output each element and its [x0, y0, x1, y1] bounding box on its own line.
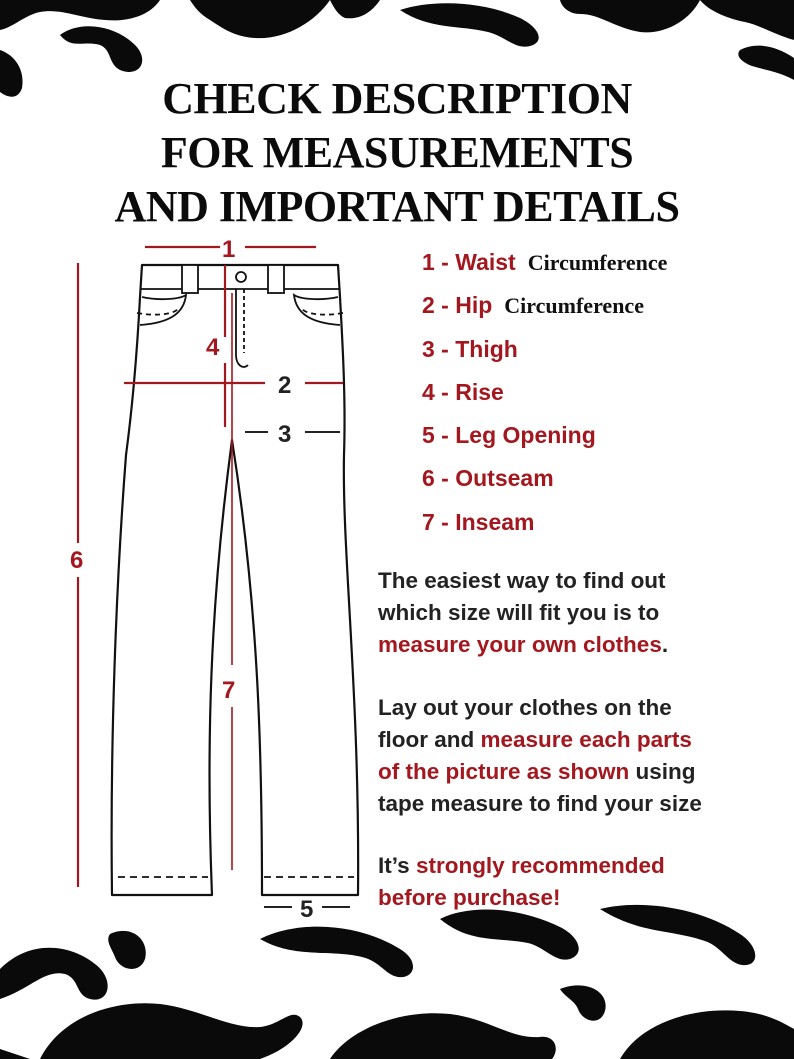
label-hip: 2 — [278, 372, 292, 399]
title-line-3: AND IMPORTANT DETAILS — [114, 182, 680, 231]
legend-item: 6 - Outseam — [422, 465, 554, 492]
legend-item: 1 - Waist Circumference — [422, 249, 668, 275]
title-line-2: FOR MEASUREMENTS — [160, 128, 634, 177]
label-leg-opening: 5 — [300, 896, 314, 923]
legend-item: 4 - Rise — [422, 378, 504, 405]
legend-item: 3 - Thigh — [422, 335, 518, 362]
measurement-legend — [422, 245, 667, 548]
pants-diagram — [0, 225, 370, 925]
label-thigh: 3 — [278, 421, 292, 448]
page-title — [0, 72, 794, 234]
label-inseam: 7 — [222, 677, 236, 704]
label-outseam: 6 — [70, 547, 84, 574]
label-waist: 1 — [222, 236, 236, 263]
recommendation-paragraph: It’s strongly recommended before purchase! — [378, 853, 665, 910]
label-rise: 4 — [206, 334, 220, 361]
legend-item: 7 - Inseam — [422, 508, 535, 535]
instruction-paragraph-2: Lay out your clothes on the floor and measure each parts of the picture as shown using tape measure to find your size — [378, 695, 702, 816]
legend-item: 2 - Hip Circumference — [422, 292, 644, 319]
instruction-paragraph-1: The easiest way to find out which size will fit you is to measure your own clothes. — [378, 568, 669, 657]
title-line-1: CHECK DESCRIPTION — [162, 74, 632, 123]
tribal-decoration-bottom — [0, 899, 794, 1059]
legend-item: 5 - Leg Opening — [422, 422, 596, 449]
pants-outline — [112, 265, 359, 895]
